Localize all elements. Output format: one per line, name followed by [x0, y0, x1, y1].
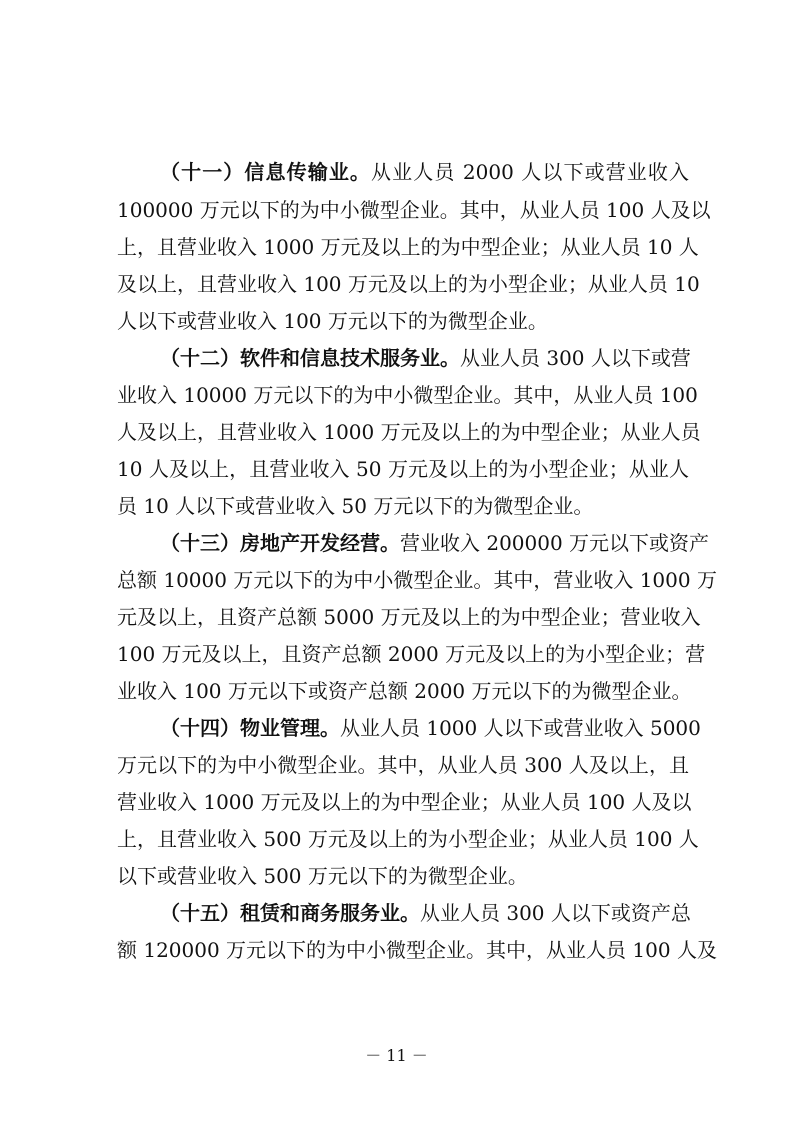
paragraph-line: 人以下或营业收入 100 万元以下的为微型企业。	[117, 309, 548, 333]
section-heading: （十二）软件和信息技术服务业。	[160, 346, 460, 370]
paragraph-line: 额 120000 万元以下的为中小微型企业。其中，从业人员 100 人及	[117, 938, 717, 962]
paragraph-line	[160, 158, 689, 186]
paragraph-line: 100000 万元以下的为中小微型企业。其中，从业人员 100 人及以	[117, 198, 711, 222]
paragraph-line: 上，且营业收入 500 万元及以上的为小型企业；从业人员 100 人	[117, 827, 699, 851]
paragraph-line: 总额 10000 万元以下的为中小微型企业。其中，营业收入 1000 万	[117, 568, 717, 592]
paragraph-line: 及以上，且营业收入 100 万元及以上的为小型企业；从业人员 10	[117, 272, 700, 296]
paragraph-line: 10 人及以上，且营业收入 50 万元及以上的为小型企业；从业人	[117, 457, 689, 481]
paragraph-line: 上，且营业收入 1000 万元及以上的为中型企业；从业人员 10 人	[117, 235, 699, 259]
paragraph-line: 员 10 人以下或营业收入 50 万元以下的为微型企业。	[117, 494, 594, 518]
paragraph-line	[160, 714, 701, 742]
paragraph-text: 从业人员 1000 人以下或营业收入 5000	[340, 716, 701, 740]
paragraph-line	[160, 344, 689, 372]
paragraph-line: 业收入 100 万元以下或资产总额 2000 万元以下的为微型企业。	[117, 679, 692, 703]
section-heading: （十一）信息传输业。	[160, 160, 372, 184]
paragraph-line: 元及以上，且资产总额 5000 万元及以上的为中型企业；营业收入	[117, 605, 701, 629]
paragraph-line: 营业收入 1000 万元及以上的为中型企业；从业人员 100 人及以	[117, 790, 692, 814]
paragraph-line	[160, 529, 710, 557]
paragraph-line	[160, 899, 689, 927]
paragraph-text: 从业人员 300 人以下或资产总	[420, 901, 691, 925]
section-heading: （十四）物业管理。	[160, 716, 340, 740]
paragraph-line: 以下或营业收入 500 万元以下的为微型企业。	[117, 864, 528, 888]
section-heading: （十三）房地产开发经营。	[160, 531, 400, 555]
paragraph-text: 从业人员 300 人以下或营	[460, 346, 691, 370]
paragraph-line: 万元以下的为中小微型企业。其中，从业人员 300 人及以上，且	[117, 753, 689, 777]
paragraph-line: 100 万元及以上，且资产总额 2000 万元及以上的为小型企业；营	[117, 642, 706, 666]
paragraph-text: 营业收入 200000 万元以下或资产	[400, 531, 710, 555]
paragraph-line: 业收入 10000 万元以下的为中小微型企业。其中，从业人员 100	[117, 383, 698, 407]
paragraph-line: 人及以上，且营业收入 1000 万元及以上的为中型企业；从业人员	[117, 420, 701, 444]
paragraph-text: 从业人员 2000 人以下或营业收入	[371, 160, 690, 184]
section-heading: （十五）租赁和商务服务业。	[160, 901, 420, 925]
page-number: － 11 －	[365, 1046, 428, 1065]
